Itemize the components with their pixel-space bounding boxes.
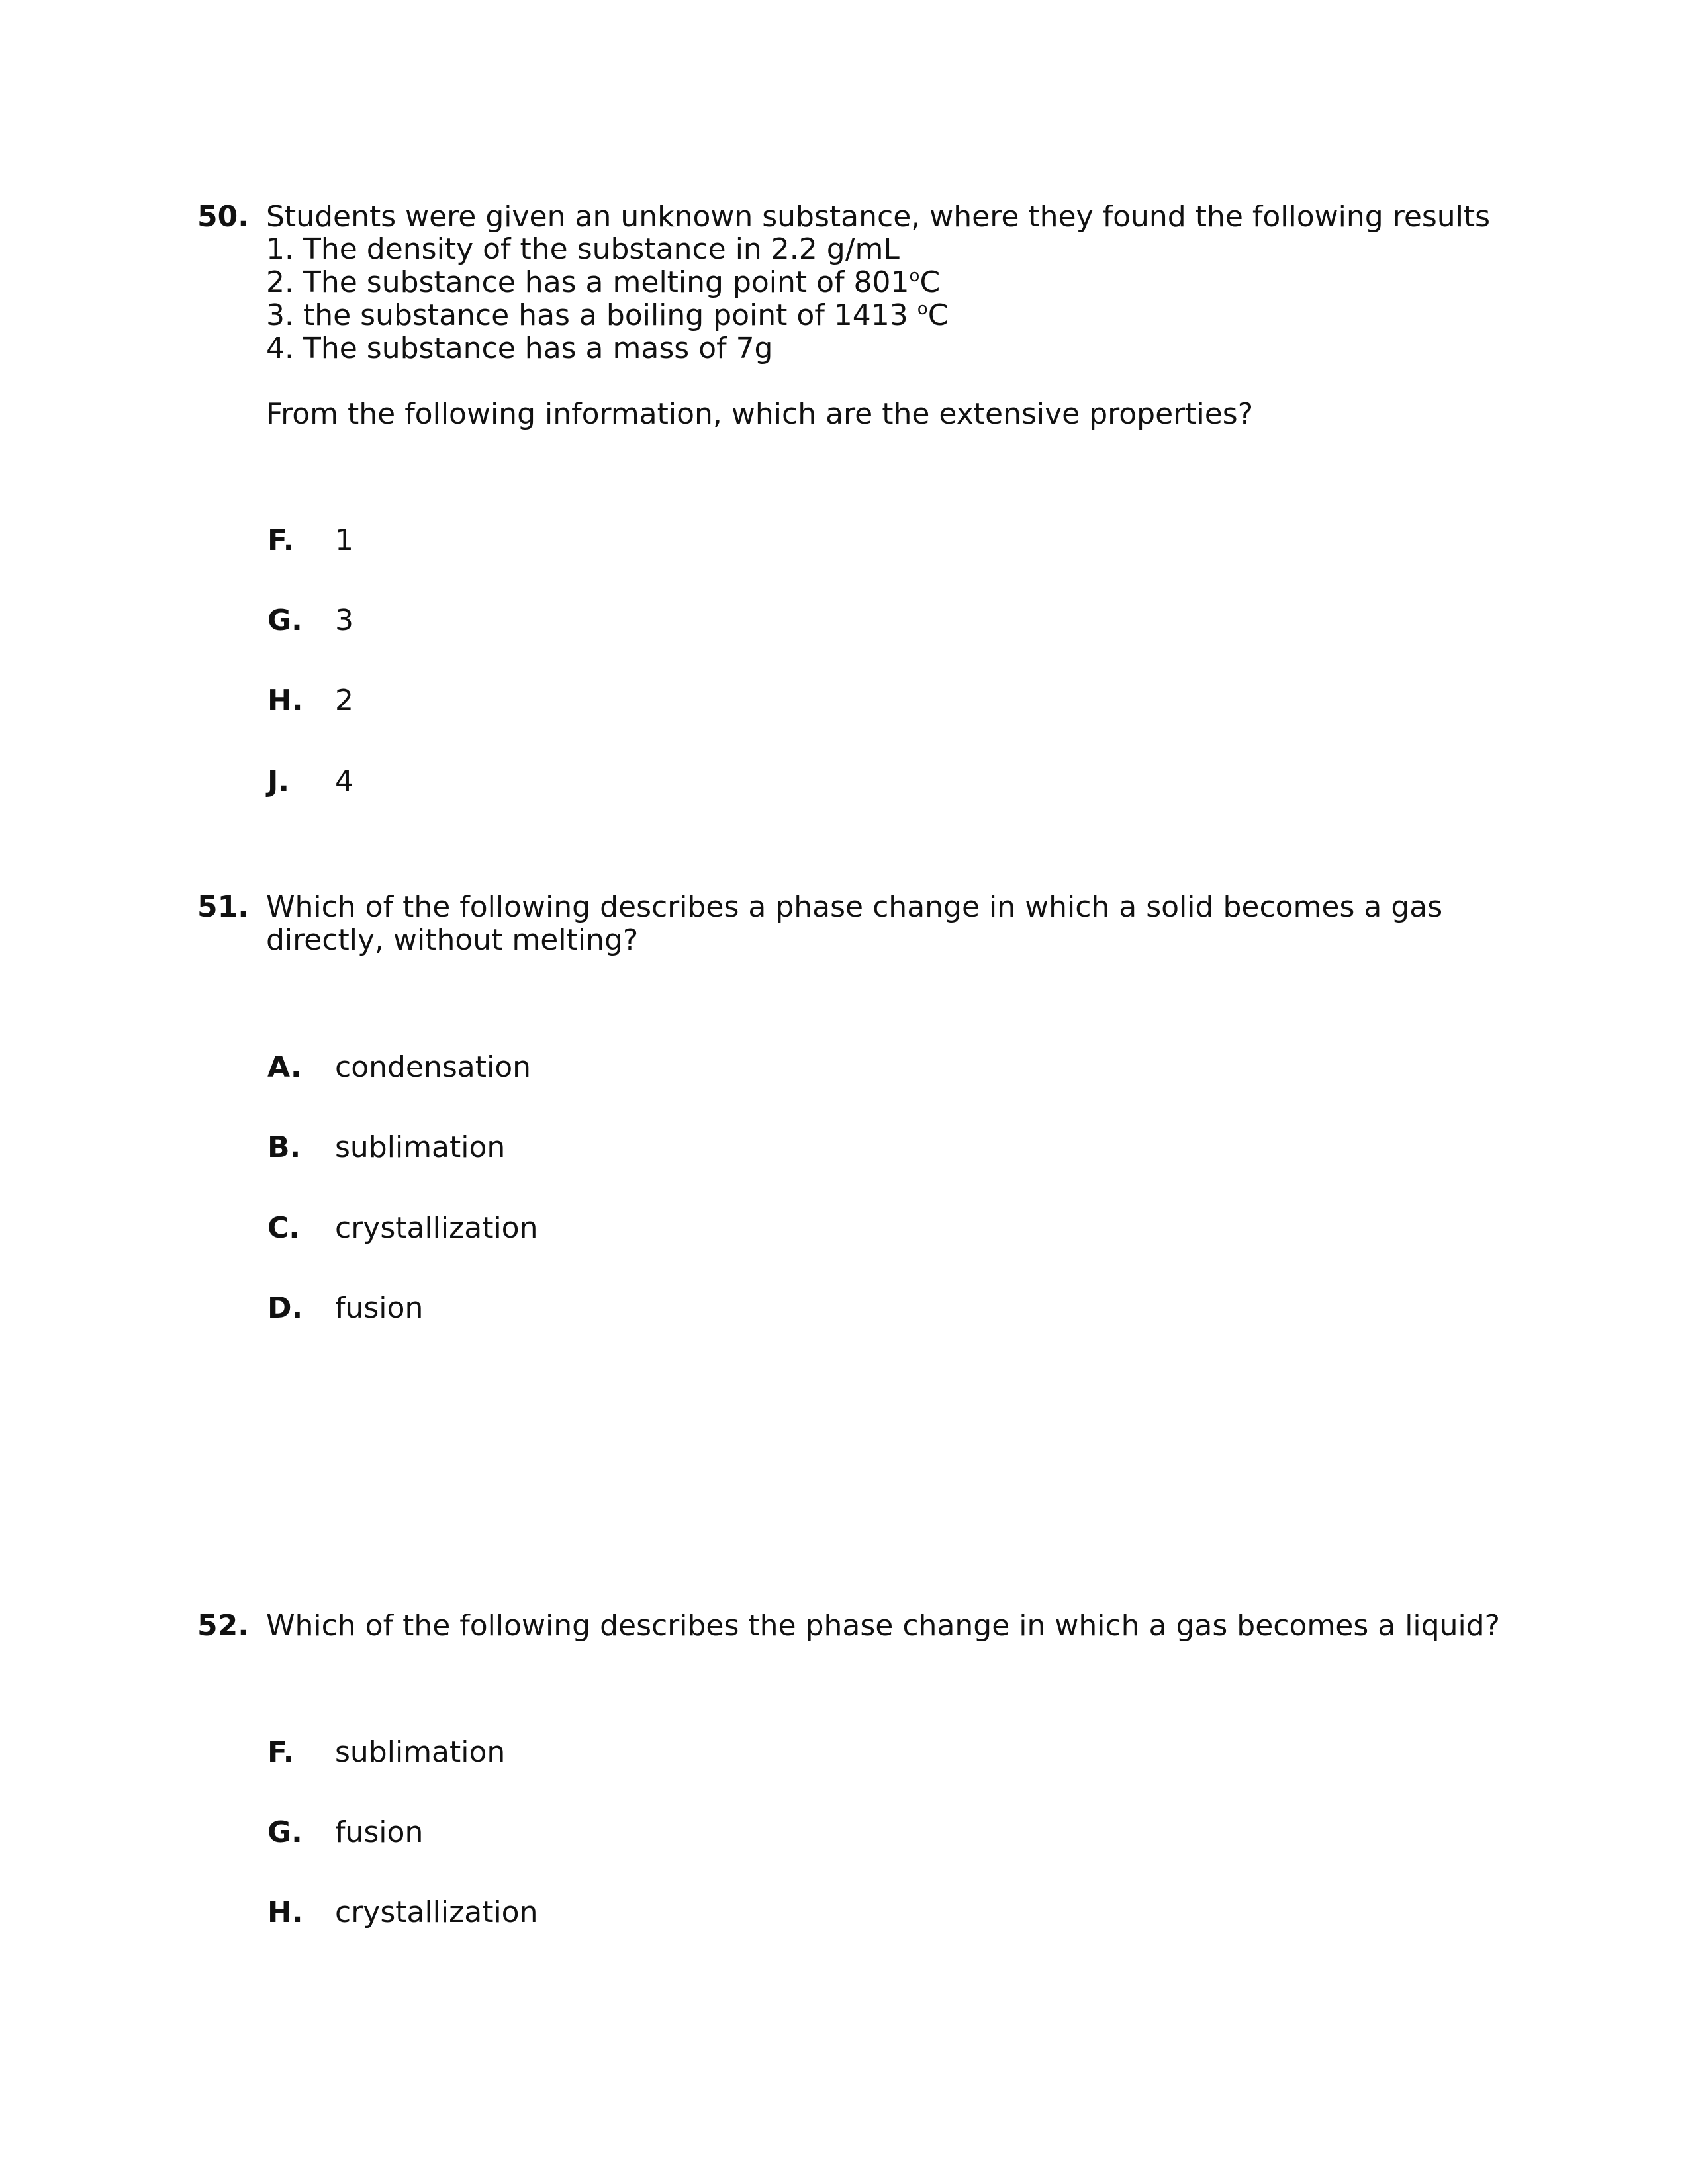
question-prompt: From the following information, which are the extensive properties? — [266, 397, 1254, 431]
option-text: 1 — [335, 523, 353, 557]
fact-text: 3. the substance has a boiling point of 1413 — [266, 298, 917, 332]
option-text: 4 — [335, 764, 353, 798]
fact-line: 4. The substance has a mass of 7g — [266, 332, 773, 365]
option-letter: H. — [267, 684, 303, 717]
option-letter: A. — [267, 1050, 302, 1084]
fact-line — [266, 299, 948, 332]
question-stem: Which of the following describes a phase change in which a solid becomes a gas — [266, 890, 1443, 924]
option-letter: F. — [267, 523, 295, 557]
option-text: crystallization — [335, 1211, 538, 1245]
fact-line — [266, 266, 940, 299]
question-stem: directly, without melting? — [266, 923, 639, 957]
degree-symbol: o — [917, 299, 928, 319]
degree-symbol: o — [909, 266, 920, 286]
option-text: condensation — [335, 1050, 532, 1084]
option-letter: C. — [267, 1211, 301, 1245]
option-text: fusion — [335, 1291, 424, 1325]
option-text: crystallization — [335, 1895, 538, 1929]
question-number: 52. — [197, 1609, 249, 1643]
question-stem: Students were given an unknown substance, where they found the following results — [266, 200, 1491, 234]
fact-line: 1. The density of the substance in 2.2 g/mL — [266, 232, 900, 266]
option-text: 3 — [335, 604, 353, 637]
question-number: 51. — [197, 890, 249, 924]
option-letter: H. — [267, 1895, 303, 1929]
option-text: sublimation — [335, 1130, 506, 1164]
question-stem: Which of the following describes the phase change in which a gas becomes a liquid? — [266, 1609, 1500, 1643]
option-text: fusion — [335, 1815, 424, 1849]
option-letter: G. — [267, 1815, 303, 1849]
option-text: sublimation — [335, 1735, 506, 1769]
unit-text: C — [927, 298, 949, 332]
unit-text: C — [919, 265, 941, 299]
question-number: 50. — [197, 200, 249, 234]
option-letter: G. — [267, 604, 303, 637]
option-letter: D. — [267, 1291, 303, 1325]
option-letter: J. — [267, 764, 290, 798]
option-letter: B. — [267, 1130, 301, 1164]
fact-text: 2. The substance has a melting point of 801 — [266, 265, 910, 299]
option-text: 2 — [335, 684, 353, 717]
option-letter: F. — [267, 1735, 295, 1769]
